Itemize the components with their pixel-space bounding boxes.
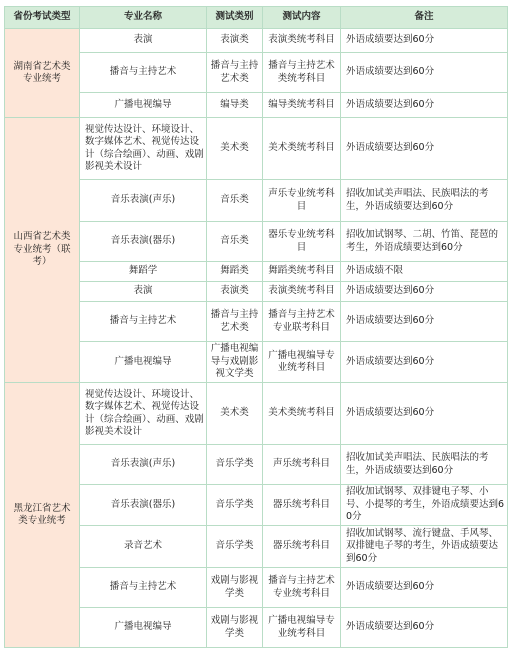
content-cell: 播音与主持艺术专业统考科目 bbox=[263, 568, 341, 608]
content-cell: 器乐统考科目 bbox=[263, 485, 341, 526]
category-cell: 美术类 bbox=[207, 383, 263, 445]
table-row bbox=[5, 222, 508, 262]
note-cell: 外语成绩要达到60分 bbox=[341, 568, 508, 608]
note-cell: 外语成绩要达到60分 bbox=[341, 383, 508, 445]
table-row bbox=[5, 118, 508, 180]
category-cell: 表演类 bbox=[207, 29, 263, 53]
note-cell: 外语成绩要达到60分 bbox=[341, 29, 508, 53]
content-cell: 编导类统考科目 bbox=[263, 93, 341, 118]
major-cell: 视觉传达设计、环境设计、数字媒体艺术、视觉传达设计（综合绘画）、动画、戏剧影视美术设计 bbox=[80, 383, 207, 445]
table-row bbox=[5, 568, 508, 608]
note-cell: 外语成绩要达到60分 bbox=[341, 93, 508, 118]
content-cell: 表演类统考科目 bbox=[263, 29, 341, 53]
content-cell: 美术类统考科目 bbox=[263, 383, 341, 445]
category-cell: 音乐学类 bbox=[207, 485, 263, 526]
content-cell: 播音与主持艺术专业联考科目 bbox=[263, 302, 341, 342]
note-cell: 外语成绩要达到60分 bbox=[341, 53, 508, 93]
note-cell: 招收加试钢琴、流行键盘、手风琴、双排键电子琴的考生，外语成绩要达到60分 bbox=[341, 526, 508, 568]
major-cell: 音乐表演(声乐) bbox=[80, 180, 207, 222]
category-cell: 播音与主持艺术类 bbox=[207, 302, 263, 342]
major-cell: 音乐表演(器乐) bbox=[80, 222, 207, 262]
note-cell: 外语成绩要达到60分 bbox=[341, 118, 508, 180]
category-cell: 编导类 bbox=[207, 93, 263, 118]
header-category: 测试类别 bbox=[207, 7, 263, 29]
table-row bbox=[5, 29, 508, 53]
header-major: 专业名称 bbox=[80, 7, 207, 29]
major-cell: 舞蹈学 bbox=[80, 262, 207, 282]
header-row bbox=[5, 7, 508, 29]
table-row bbox=[5, 383, 508, 445]
category-cell: 音乐学类 bbox=[207, 445, 263, 485]
header-content: 测试内容 bbox=[263, 7, 341, 29]
content-cell: 广播电视编导专业统考科目 bbox=[263, 608, 341, 648]
table-row bbox=[5, 53, 508, 93]
note-cell: 外语成绩要达到60分 bbox=[341, 342, 508, 383]
content-cell: 声乐专业统考科目 bbox=[263, 180, 341, 222]
note-cell: 招收加试美声唱法、民族唱法的考生，外语成绩要达到60分 bbox=[341, 445, 508, 485]
major-cell: 音乐表演(声乐) bbox=[80, 445, 207, 485]
category-cell: 音乐类 bbox=[207, 180, 263, 222]
note-cell: 招收加试美声唱法、民族唱法的考生，外语成绩要达到60分 bbox=[341, 180, 508, 222]
table-row bbox=[5, 93, 508, 118]
major-cell: 广播电视编导 bbox=[80, 342, 207, 383]
admission-table-container bbox=[4, 6, 508, 648]
category-cell: 舞蹈类 bbox=[207, 262, 263, 282]
province-cell-shanxi: 山西省艺术类专业统考（联考） bbox=[5, 118, 80, 383]
table-row bbox=[5, 485, 508, 526]
content-cell: 器乐专业统考科目 bbox=[263, 222, 341, 262]
table-row bbox=[5, 302, 508, 342]
table-row bbox=[5, 608, 508, 648]
content-cell: 广播电视编导专业统考科目 bbox=[263, 342, 341, 383]
category-cell: 戏剧与影视学类 bbox=[207, 608, 263, 648]
category-cell: 音乐类 bbox=[207, 222, 263, 262]
table-row bbox=[5, 526, 508, 568]
major-cell: 视觉传达设计、环境设计、数字媒体艺术、视觉传达设计（综合绘画）、动画、戏剧影视美术设计 bbox=[80, 118, 207, 180]
major-cell: 广播电视编导 bbox=[80, 93, 207, 118]
note-cell: 外语成绩要达到60分 bbox=[341, 282, 508, 302]
note-cell: 招收加试钢琴、双排键电子琴、小号、小提琴的考生，外语成绩要达到60分 bbox=[341, 485, 508, 526]
category-cell: 表演类 bbox=[207, 282, 263, 302]
note-cell: 外语成绩不限 bbox=[341, 262, 508, 282]
major-cell: 表演 bbox=[80, 282, 207, 302]
table-row bbox=[5, 262, 508, 282]
category-cell: 播音与主持艺术类 bbox=[207, 53, 263, 93]
content-cell: 美术类统考科目 bbox=[263, 118, 341, 180]
note-cell: 招收加试钢琴、二胡、竹笛、琵琶的考生，外语成绩要达到60分 bbox=[341, 222, 508, 262]
major-cell: 广播电视编导 bbox=[80, 608, 207, 648]
header-note: 备注 bbox=[341, 7, 508, 29]
content-cell: 器乐统考科目 bbox=[263, 526, 341, 568]
note-cell: 外语成绩要达到60分 bbox=[341, 608, 508, 648]
category-cell: 美术类 bbox=[207, 118, 263, 180]
category-cell: 戏剧与影视学类 bbox=[207, 568, 263, 608]
content-cell: 播音与主持艺术类统考科目 bbox=[263, 53, 341, 93]
major-cell: 音乐表演(器乐) bbox=[80, 485, 207, 526]
note-cell: 外语成绩要达到60分 bbox=[341, 302, 508, 342]
table-row bbox=[5, 180, 508, 222]
province-cell-hunan: 湖南省艺术类专业统考 bbox=[5, 29, 80, 118]
major-cell: 播音与主持艺术 bbox=[80, 302, 207, 342]
content-cell: 舞蹈类统考科目 bbox=[263, 262, 341, 282]
content-cell: 表演类统考科目 bbox=[263, 282, 341, 302]
art-exam-requirements-table bbox=[4, 6, 508, 648]
major-cell: 播音与主持艺术 bbox=[80, 568, 207, 608]
major-cell: 表演 bbox=[80, 29, 207, 53]
major-cell: 播音与主持艺术 bbox=[80, 53, 207, 93]
category-cell: 广播电视编导与戏剧影视文学类 bbox=[207, 342, 263, 383]
content-cell: 声乐统考科目 bbox=[263, 445, 341, 485]
category-cell: 音乐学类 bbox=[207, 526, 263, 568]
table-row bbox=[5, 445, 508, 485]
major-cell: 录音艺术 bbox=[80, 526, 207, 568]
province-cell-heilongjiang: 黑龙江省艺术类专业统考 bbox=[5, 383, 80, 648]
table-row bbox=[5, 342, 508, 383]
header-province: 省份考试类型 bbox=[5, 7, 80, 29]
table-row bbox=[5, 282, 508, 302]
